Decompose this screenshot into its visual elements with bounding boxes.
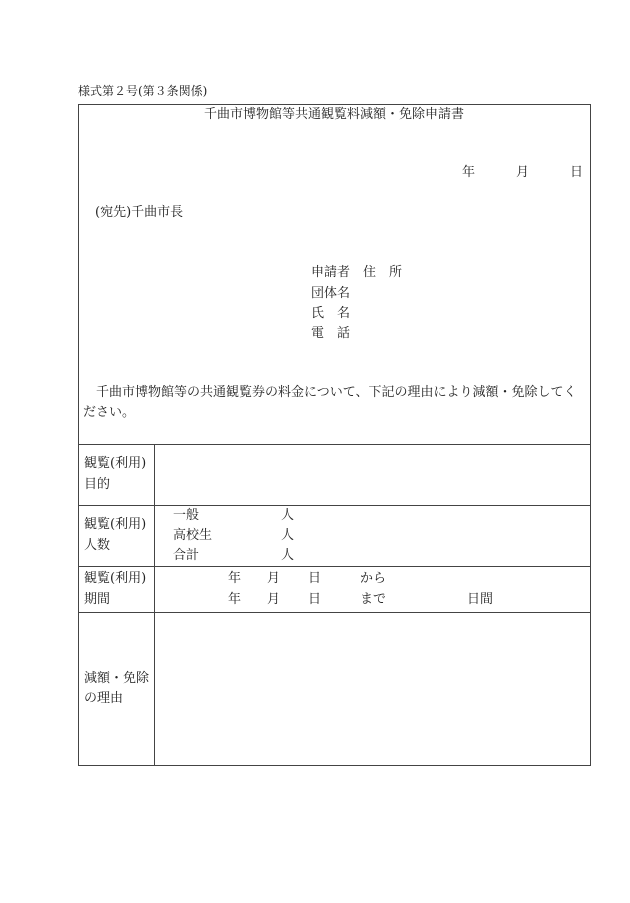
period-from-suffix: から bbox=[360, 571, 387, 586]
period-from-day: 日 bbox=[308, 571, 322, 586]
count-unit: 人 bbox=[281, 508, 295, 523]
count-category-general: 一般 bbox=[173, 508, 200, 523]
applicant-address-label: 住 所 bbox=[363, 265, 403, 280]
period-days-label: 日間 bbox=[467, 592, 494, 607]
applicant-name-label: 氏 名 bbox=[311, 306, 351, 321]
count-category-total: 合計 bbox=[173, 548, 200, 563]
count-unit: 人 bbox=[281, 548, 295, 563]
form-number-label: 様式第２号(第３条関係) bbox=[78, 84, 208, 98]
period-from-month: 月 bbox=[267, 571, 281, 586]
count-label-line-1: 観覧(利用) bbox=[84, 517, 147, 532]
period-to-day: 日 bbox=[308, 592, 322, 607]
period-from-year: 年 bbox=[228, 571, 242, 586]
applicant-group-label: 団体名 bbox=[311, 286, 351, 301]
date-month-label: 月 bbox=[516, 165, 530, 180]
date-year-label: 年 bbox=[462, 165, 476, 180]
form-title: 千曲市博物館等共通観覧料減額・免除申請書 bbox=[203, 107, 464, 122]
period-label-line-2: 期間 bbox=[84, 592, 111, 607]
request-text-line-1: 千曲市博物館等の共通観覧券の料金について、下記の理由により減額・免除してく bbox=[96, 385, 577, 400]
reason-label-line-1: 減額・免除 bbox=[84, 671, 150, 686]
request-text-line-2: ださい。 bbox=[83, 405, 136, 420]
reason-label-line-2: の理由 bbox=[84, 691, 124, 706]
period-to-month: 月 bbox=[267, 592, 281, 607]
table-column-divider bbox=[154, 444, 155, 765]
count-unit: 人 bbox=[281, 528, 295, 543]
purpose-label-line-2: 目的 bbox=[84, 477, 111, 492]
count-label-line-2: 人数 bbox=[84, 538, 111, 553]
period-to-year: 年 bbox=[228, 592, 242, 607]
applicant-phone-label: 電 話 bbox=[311, 326, 351, 341]
purpose-label-line-1: 観覧(利用) bbox=[84, 456, 147, 471]
applicant-label: 申請者 bbox=[311, 265, 351, 280]
count-category-high-school: 高校生 bbox=[173, 528, 213, 543]
addressee: (宛先)千曲市長 bbox=[95, 205, 184, 220]
date-day-label: 日 bbox=[570, 165, 584, 180]
period-label-line-1: 観覧(利用) bbox=[84, 571, 147, 586]
period-to-suffix: まで bbox=[360, 592, 387, 607]
